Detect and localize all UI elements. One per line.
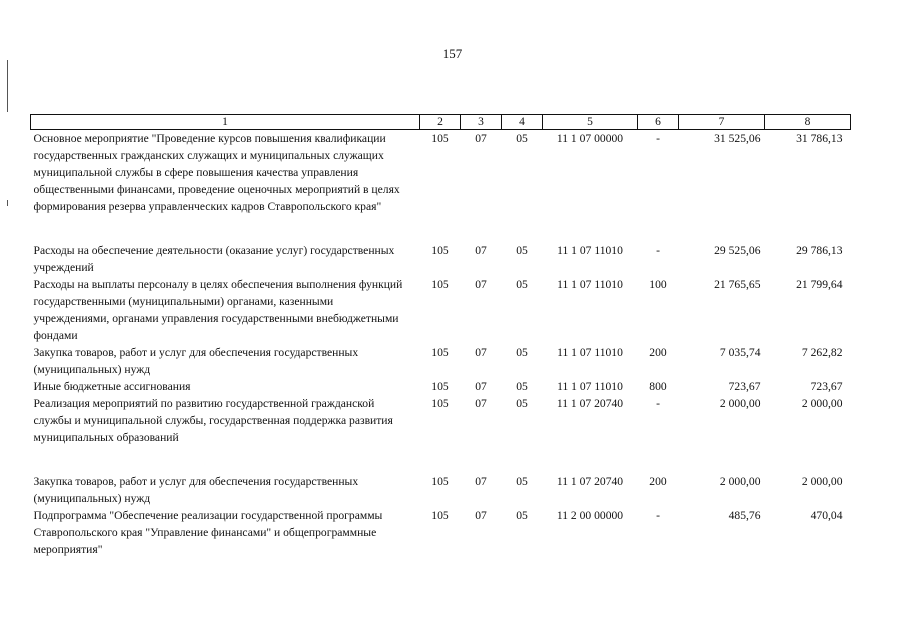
column-header-6: 6	[638, 115, 679, 130]
row-section-code: 07	[475, 397, 487, 410]
row-amount-col8: 31 786,13	[796, 132, 843, 145]
row-subsection-code: 05	[516, 475, 528, 488]
table-row	[31, 130, 851, 243]
row-target-article: 11 1 07 11010	[557, 346, 623, 359]
row-subsection-code: 05	[516, 244, 528, 257]
row-amount-col8: 723,67	[810, 380, 843, 393]
row-target-article: 11 1 07 11010	[557, 278, 623, 291]
row-name: Иные бюджетные ассигнования	[33, 380, 191, 393]
row-expense-type: -	[656, 132, 660, 145]
row-ministry-code: 105	[431, 380, 449, 393]
row-amount-col7: 723,67	[728, 380, 761, 393]
left-margin-line	[7, 200, 8, 206]
row-amount-col7: 21 765,65	[714, 278, 761, 291]
row-target-article: 11 2 00 00000	[556, 509, 624, 522]
row-name: Реализация мероприятий по развитию государственной гражданской службы и муниципальной службы, государственная поддержка развития муниципальных образований	[33, 397, 393, 444]
row-section-code: 07	[475, 132, 487, 145]
row-amount-col7: 485,76	[728, 509, 761, 522]
column-header-7: 7	[679, 115, 765, 130]
row-ministry-code: 105	[431, 346, 449, 359]
row-section-code: 07	[475, 278, 487, 291]
row-section-code: 07	[475, 475, 487, 488]
row-section-code: 07	[475, 509, 487, 522]
column-header-3: 3	[461, 115, 502, 130]
column-header-1: 1	[31, 115, 420, 130]
column-header-8: 8	[765, 115, 851, 130]
row-expense-type: 100	[649, 278, 667, 291]
row-ministry-code: 105	[431, 397, 449, 410]
row-name: Закупка товаров, работ и услуг для обеспечения государственных (муниципальных) нужд	[33, 475, 359, 505]
row-expense-type: 200	[649, 475, 667, 488]
row-amount-col8: 470,04	[810, 509, 843, 522]
row-name: Расходы на обеспечение деятельности (оказание услуг) государственных учреждений	[33, 244, 395, 274]
row-ministry-code: 105	[431, 132, 449, 145]
column-header-4: 4	[502, 115, 543, 130]
row-section-code: 07	[475, 244, 487, 257]
row-target-article: 11 1 07 20740	[556, 475, 624, 488]
row-name: Основное мероприятие "Проведение курсов повышения квалификации государственных гражданских служащих и муниципальных служащих муниципальной службы в сфере повышения качества управления общественными финансами, проведение оценочных мероприятий в целях формирования резерва управленческих кадров Ставропольского края"	[33, 132, 400, 213]
row-expense-type: -	[656, 397, 660, 410]
column-header-2: 2	[420, 115, 461, 130]
table-row	[31, 242, 851, 276]
row-subsection-code: 05	[516, 509, 528, 522]
table-row	[31, 344, 851, 378]
column-header-5: 5	[543, 115, 638, 130]
row-target-article: 11 1 07 11010	[557, 244, 623, 257]
row-name: Закупка товаров, работ и услуг для обеспечения государственных (муниципальных) нужд	[33, 346, 359, 376]
page-number: 157	[442, 46, 463, 61]
row-amount-col7: 7 035,74	[719, 346, 761, 359]
row-subsection-code: 05	[516, 380, 528, 393]
row-subsection-code: 05	[516, 278, 528, 291]
row-ministry-code: 105	[431, 475, 449, 488]
row-amount-col8: 29 786,13	[796, 244, 843, 257]
row-amount-col8: 7 262,82	[801, 346, 843, 359]
table-row	[31, 507, 851, 558]
row-amount-col7: 29 525,06	[714, 244, 761, 257]
table-row	[31, 276, 851, 344]
row-target-article: 11 1 07 00000	[556, 132, 624, 145]
table-row	[31, 473, 851, 507]
row-name: Расходы на выплаты персоналу в целях обеспечения выполнения функций государственными (муниципальными) органами, казенными учреждениями, органами управления государственными внебюджетными фондами	[33, 278, 403, 342]
row-ministry-code: 105	[431, 244, 449, 257]
left-margin-line	[7, 60, 8, 112]
table-row	[31, 378, 851, 395]
row-expense-type: -	[656, 244, 660, 257]
row-expense-type: 800	[649, 380, 667, 393]
row-section-code: 07	[475, 346, 487, 359]
row-section-code: 07	[475, 380, 487, 393]
budget-table	[30, 114, 851, 558]
row-amount-col7: 2 000,00	[719, 475, 761, 488]
header-row	[31, 115, 851, 130]
row-amount-col8: 2 000,00	[801, 397, 843, 410]
row-expense-type: 200	[649, 346, 667, 359]
row-target-article: 11 1 07 20740	[556, 397, 624, 410]
row-name: Подпрограмма "Обеспечение реализации государственной программы Ставропольского края "Управление финансами" и общепрограммные мероприятия"	[33, 509, 383, 556]
row-subsection-code: 05	[516, 397, 528, 410]
row-ministry-code: 105	[431, 509, 449, 522]
row-amount-col8: 21 799,64	[796, 278, 843, 291]
row-target-article: 11 1 07 11010	[557, 380, 623, 393]
row-amount-col8: 2 000,00	[801, 475, 843, 488]
row-expense-type: -	[656, 509, 660, 522]
table-row	[31, 395, 851, 473]
row-amount-col7: 2 000,00	[719, 397, 761, 410]
row-ministry-code: 105	[431, 278, 449, 291]
row-subsection-code: 05	[516, 346, 528, 359]
row-subsection-code: 05	[516, 132, 528, 145]
row-amount-col7: 31 525,06	[714, 132, 761, 145]
